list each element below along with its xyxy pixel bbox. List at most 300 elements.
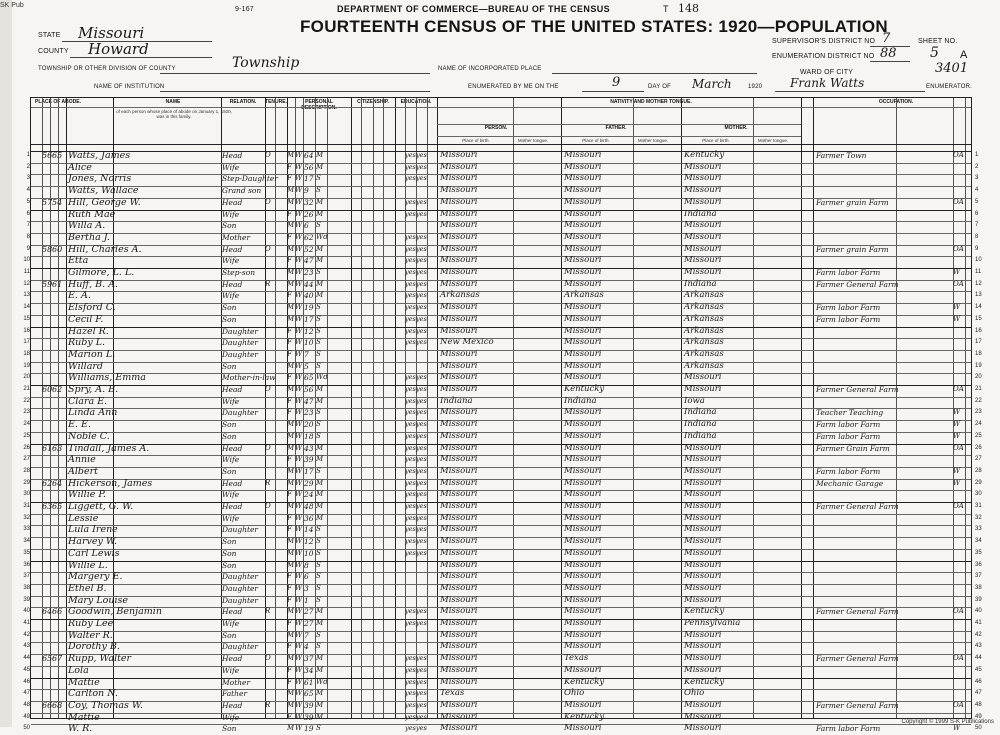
cell-read: yes [405, 677, 416, 686]
table-row [23, 360, 982, 373]
cell-father: Missouri [564, 243, 602, 254]
cell-sex: M [287, 654, 295, 663]
cell-father: Missouri [564, 360, 602, 371]
col-tenure: TENURE. [265, 99, 287, 105]
cell-write: yes [416, 197, 427, 206]
cell-race: W [295, 303, 303, 312]
cell-race: W [295, 689, 303, 698]
col-person-birth: Place of birth. [462, 138, 490, 143]
grid-header-line [437, 136, 801, 137]
cell-mother: Missouri [684, 512, 722, 523]
cell-read: yes [405, 279, 416, 288]
line-number-right: 33 [975, 526, 982, 533]
cell-sex: M [287, 151, 295, 159]
cell-sex: M [287, 560, 295, 569]
cell-marital: M [316, 385, 324, 393]
cell-age: 17 [304, 466, 314, 476]
cell-birth: Missouri [440, 582, 478, 593]
cell-read: yes [405, 291, 416, 300]
table-row [23, 559, 982, 572]
cell-marital: S [316, 583, 321, 592]
cell-race: W [295, 314, 303, 323]
cell-relation: Wife [222, 396, 240, 406]
cell-tenure [265, 677, 275, 689]
cell-write: yes [416, 408, 427, 417]
line-number-right: 39 [975, 596, 982, 603]
line-number-right: 26 [975, 444, 982, 451]
cell-family [52, 267, 68, 279]
table-row [26, 231, 979, 244]
cell-mother: Missouri [684, 723, 722, 734]
cell-birth: Missouri [440, 629, 478, 640]
cell-name: E. E. [68, 419, 91, 431]
cell-age: 3 [304, 583, 309, 593]
cell-marital: S [316, 221, 321, 230]
cell-mother: Arkansas [684, 337, 724, 348]
cell-write: yes [416, 162, 427, 171]
cell-dwelling: 58 [42, 244, 53, 254]
cell-sex: F [287, 665, 292, 674]
cell-occupation [816, 209, 952, 221]
cell-age: 39 [304, 700, 314, 710]
cell-dwelling: 63 [42, 502, 53, 511]
cell-class [953, 255, 965, 267]
cell-relation: Wife [222, 256, 240, 266]
table-row [23, 594, 982, 607]
cell-marital: M [316, 396, 324, 405]
cell-marital: M [316, 256, 324, 265]
cell-class: W [953, 724, 961, 733]
cell-birth: Missouri [440, 267, 478, 277]
copyright: Copyright © 1999 S-K Publications [901, 719, 994, 725]
cell-family [52, 337, 68, 349]
month-value: March [692, 77, 732, 91]
cell-mother: Kentucky [684, 676, 725, 687]
cell-n: 14 [23, 304, 30, 311]
cell-occupation: Farmer General Farm [816, 654, 899, 664]
cell-read: yes [405, 420, 416, 429]
cell-occupation: Farm labor Farm [816, 431, 881, 441]
cell-father: Missouri [564, 430, 602, 441]
cell-mother: Missouri [684, 220, 722, 231]
cell-mother: Indiana [684, 430, 717, 441]
cell-dwelling: 59 [42, 279, 53, 289]
cell-age: 56 [304, 385, 314, 394]
line-number-right: 41 [975, 620, 982, 626]
cell-father: Missouri [564, 641, 602, 652]
cell-father: Missouri [564, 313, 602, 324]
cell-write [416, 641, 427, 653]
cell-father: Missouri [564, 372, 602, 383]
cell-mother: Missouri [684, 267, 722, 277]
cell-class: OA [953, 502, 964, 510]
cell-class: OA [953, 607, 964, 616]
line-number-right: 47 [975, 690, 982, 697]
cell-age: 5 [304, 361, 309, 371]
cell-occupation [816, 185, 952, 197]
cell-read: yes [405, 490, 416, 499]
cell-marital: M [316, 209, 324, 218]
cell-family [52, 361, 68, 373]
cell-marital: S [316, 595, 321, 604]
cell-class [953, 361, 965, 373]
cell-n: 15 [23, 315, 30, 322]
cell-read: yes [405, 724, 416, 733]
cell-tenure [265, 560, 275, 572]
cell-class: W [953, 431, 961, 440]
cell-father: Missouri [564, 618, 602, 628]
cell-tenure [265, 712, 275, 724]
cell-mother: Missouri [684, 536, 722, 547]
cell-mother: Arkansas [684, 302, 724, 313]
cell-write: yes [416, 455, 427, 464]
cell-age: 62 [304, 232, 314, 242]
table-row [23, 477, 982, 490]
cell-n: 34 [23, 538, 30, 545]
cell-write [416, 595, 427, 607]
cell-class: W [953, 478, 961, 487]
cell-name: Lessie [68, 512, 99, 524]
line-number-right: 32 [975, 514, 982, 521]
cell-family [52, 220, 68, 232]
cell-father: Missouri [564, 559, 602, 570]
cell-race: W [295, 197, 303, 206]
cell-write: yes [416, 338, 427, 347]
cell-read: yes [405, 396, 416, 405]
cell-occupation [816, 688, 952, 700]
cell-class: OA [953, 151, 964, 159]
cell-write: yes [416, 209, 427, 218]
cell-n: 4 [26, 187, 30, 194]
cell-name: Watts, Wallace [68, 185, 139, 197]
cell-relation: Son [222, 560, 237, 570]
cell-name: Dorothy B. [68, 641, 120, 653]
cell-read: yes [405, 513, 416, 522]
table-row [23, 337, 982, 349]
table-row [23, 442, 982, 455]
col-relation: RELATION. [229, 99, 257, 105]
cell-birth: Missouri [440, 419, 478, 430]
cell-sex: F [287, 232, 292, 241]
cell-write: yes [416, 303, 427, 312]
cell-race: W [295, 174, 303, 183]
cell-family [52, 665, 68, 677]
cell-relation: Wife [222, 619, 240, 628]
line-number-right: 8 [975, 233, 979, 240]
table-row [23, 430, 982, 443]
cell-n: 48 [23, 701, 30, 708]
cell-marital: S [316, 314, 321, 323]
cell-age: 7 [304, 349, 309, 359]
cell-name: Walter R. [68, 629, 113, 641]
cell-name: Carl Lewis [68, 547, 120, 559]
line-number-right: 22 [975, 397, 982, 404]
cell-marital: M [316, 455, 324, 464]
cell-class: W [953, 314, 961, 323]
cell-sex: F [287, 712, 292, 721]
cell-write: yes [416, 537, 427, 546]
cell-father: Missouri [564, 348, 602, 359]
cell-family [52, 396, 68, 408]
cell-race: W [295, 420, 303, 429]
cell-age: 40 [304, 291, 314, 301]
line-number-right: 38 [975, 584, 982, 591]
cell-birth: Missouri [440, 723, 478, 734]
cell-name: Willie L. [68, 559, 108, 571]
line-number-right: 7 [975, 222, 979, 229]
cell-write: yes [416, 443, 427, 452]
cell-n: 38 [23, 584, 30, 591]
cell-age: 14 [304, 525, 314, 535]
cell-tenure [265, 595, 275, 607]
cell-read: yes [405, 619, 416, 627]
line-number-right: 14 [975, 304, 982, 311]
cell-n: 23 [23, 409, 30, 416]
cell-relation: Daughter [222, 583, 258, 593]
line-number-right: 28 [975, 467, 982, 474]
cell-marital: S [316, 537, 321, 546]
line-number-right: 15 [975, 315, 982, 322]
cell-age: 47 [304, 396, 314, 406]
table-row [23, 348, 982, 361]
cell-family [52, 290, 68, 302]
cell-race: W [295, 408, 303, 417]
cell-mother: Missouri [684, 243, 722, 254]
cell-race: W [295, 338, 303, 347]
cell-marital: S [316, 361, 321, 370]
cell-age: 4 [304, 642, 309, 652]
cell-mother: Missouri [684, 711, 722, 722]
cell-sex: M [287, 186, 295, 195]
cell-sex: F [287, 619, 292, 627]
cell-father: Missouri [564, 606, 602, 617]
cell-relation: Head [222, 151, 243, 160]
cell-family [52, 372, 68, 384]
day-label: DAY OF [648, 84, 671, 90]
cell-class [953, 536, 965, 548]
cell-family [52, 723, 68, 735]
cell-birth: Missouri [440, 477, 478, 488]
cell-sex: F [287, 174, 292, 183]
line-number-right: 9 [975, 245, 979, 252]
cell-tenure: O [265, 443, 271, 452]
cell-tenure [265, 513, 275, 525]
cell-marital: S [316, 548, 321, 557]
cell-sex: F [287, 396, 292, 405]
cell-class [953, 524, 965, 536]
cell-father: Missouri [564, 454, 602, 465]
cell-n: 35 [23, 549, 30, 556]
cell-class [953, 337, 965, 349]
line-number-right: 37 [975, 573, 982, 580]
cell-class [953, 220, 965, 232]
cell-relation: Son [222, 314, 237, 324]
cell-write: yes [416, 548, 427, 557]
line-number-right: 13 [975, 292, 982, 299]
cell-occupation: Farmer General Farm [816, 502, 899, 511]
cell-class [953, 595, 965, 607]
line-number-right: 16 [975, 327, 982, 334]
cell-name: Clara E. [68, 395, 108, 407]
cell-race: W [295, 478, 303, 487]
table-row [26, 185, 979, 197]
cell-name: Harvey W. [68, 536, 117, 548]
cell-n: 9 [26, 245, 30, 252]
cell-occupation: Farm labor Farm [816, 268, 881, 277]
cell-write [416, 220, 427, 232]
cell-family [52, 255, 68, 267]
cell-birth: Missouri [440, 465, 478, 476]
cell-birth: Missouri [440, 150, 478, 160]
cell-age: 19 [304, 724, 314, 734]
cell-family: 67 [52, 654, 63, 664]
cell-mother: Indiana [684, 407, 717, 418]
cell-father: Missouri [564, 582, 602, 593]
table-row [23, 629, 982, 642]
cell-tenure [265, 419, 275, 431]
cell-marital: S [316, 186, 321, 195]
cell-sex: F [287, 338, 292, 347]
township-value: Township [232, 55, 300, 71]
cell-family [52, 536, 68, 548]
cell-family [52, 677, 68, 689]
cell-family [52, 524, 68, 536]
table-row [23, 688, 982, 700]
cell-race: W [295, 490, 303, 499]
cell-age: 39 [304, 455, 314, 465]
cell-race: W [295, 244, 303, 253]
cell-marital: S [316, 420, 321, 429]
cell-sex: M [287, 478, 295, 487]
state-label: STATE [38, 32, 61, 39]
cell-write: yes [416, 513, 427, 522]
cell-occupation [816, 489, 952, 501]
cell-race: W [295, 466, 303, 475]
cell-sex: F [287, 291, 292, 300]
cell-write: yes [416, 490, 427, 499]
cell-name: Willie P. [68, 489, 106, 501]
cell-write: yes [416, 268, 427, 276]
cell-race: W [295, 349, 303, 358]
cell-sex: M [287, 700, 295, 709]
cell-birth: Missouri [440, 489, 478, 500]
cell-relation: Daughter [222, 572, 258, 582]
cell-father: Kentucky [564, 384, 605, 394]
cell-read: yes [405, 373, 416, 382]
cell-class [953, 396, 965, 408]
cell-relation: Head [222, 700, 243, 710]
cell-father: Missouri [564, 278, 602, 289]
cell-occupation [816, 571, 952, 583]
cell-sex: F [287, 209, 292, 218]
cell-relation: Mother [222, 232, 251, 242]
cell-tenure [265, 548, 275, 560]
line-number-right: 11 [975, 269, 982, 275]
cell-race: W [295, 256, 303, 265]
cell-n: 33 [23, 526, 30, 533]
cell-write: yes [416, 677, 427, 686]
sheet-label: SHEET NO. [918, 38, 958, 45]
cell-tenure [265, 454, 275, 466]
cell-class [953, 489, 965, 501]
line-number-right: 30 [975, 491, 982, 498]
cell-family [52, 232, 68, 244]
cell-father: Kentucky [564, 676, 605, 687]
cell-class [953, 513, 965, 525]
line-number-right: 5 [975, 198, 979, 205]
cell-tenure [265, 396, 275, 408]
cell-class: W [953, 420, 961, 429]
cell-mother: Missouri [684, 173, 722, 184]
cell-family [52, 641, 68, 653]
cell-marital: M [316, 443, 324, 452]
cell-race: W [295, 326, 303, 335]
cell-relation: Daughter [222, 642, 258, 652]
cell-marital: M [316, 513, 324, 522]
cell-class: OA [953, 700, 964, 709]
cell-mother: Missouri [684, 161, 722, 172]
cell-relation: Wife [222, 490, 240, 500]
cell-age: 19 [304, 303, 314, 313]
line-number-right: 45 [975, 666, 982, 673]
cell-tenure [265, 290, 275, 302]
cell-n: 44 [23, 655, 30, 662]
cell-occupation: Farmer General Farm [816, 607, 899, 617]
cell-name: Coy, Thomas W. [68, 699, 143, 711]
cell-occupation [816, 641, 952, 653]
cell-father: Missouri [564, 161, 602, 172]
cell-family: 60 [52, 244, 63, 254]
table-row [23, 664, 982, 677]
cell-race: W [295, 291, 303, 300]
cell-class [953, 349, 965, 361]
cell-father: Missouri [564, 267, 602, 277]
cell-sex: F [287, 513, 292, 522]
cell-birth: Missouri [440, 185, 478, 196]
cell-tenure [265, 630, 275, 642]
cell-n: 8 [26, 233, 30, 240]
cell-read: yes [405, 478, 416, 487]
cell-name: Marion L. [68, 348, 116, 360]
cell-n: 47 [23, 690, 30, 697]
line-number-right: 4 [975, 187, 979, 194]
cell-birth: Arkansas [440, 290, 480, 301]
institution-label: NAME OF INSTITUTION [94, 84, 165, 90]
county-label: COUNTY [38, 48, 69, 55]
cell-relation: Step-Daughter [222, 174, 278, 184]
enumerator-value: Frank Watts [790, 76, 865, 90]
cell-read [405, 185, 416, 197]
table-row [26, 150, 979, 162]
cell-occupation: Farmer grain Farm [816, 244, 889, 254]
cell-occupation: Farm labor Farm [816, 420, 881, 430]
cell-class [953, 185, 965, 197]
cell-tenure: R [265, 607, 271, 616]
cell-tenure: O [265, 654, 271, 663]
cell-name: Elsford C. [68, 302, 116, 314]
cell-mother: Arkansas [684, 313, 724, 324]
table-row [23, 395, 982, 408]
cell-occupation [816, 396, 952, 408]
cell-occupation [816, 665, 952, 677]
cell-sex: F [287, 642, 292, 651]
cell-name: Lula Irene [68, 524, 118, 536]
cell-age: 27 [304, 619, 314, 628]
cell-n: 46 [23, 678, 30, 685]
cell-name: Linda Ann [68, 407, 118, 419]
cell-marital: M [316, 619, 324, 627]
cell-sex: F [287, 525, 292, 534]
